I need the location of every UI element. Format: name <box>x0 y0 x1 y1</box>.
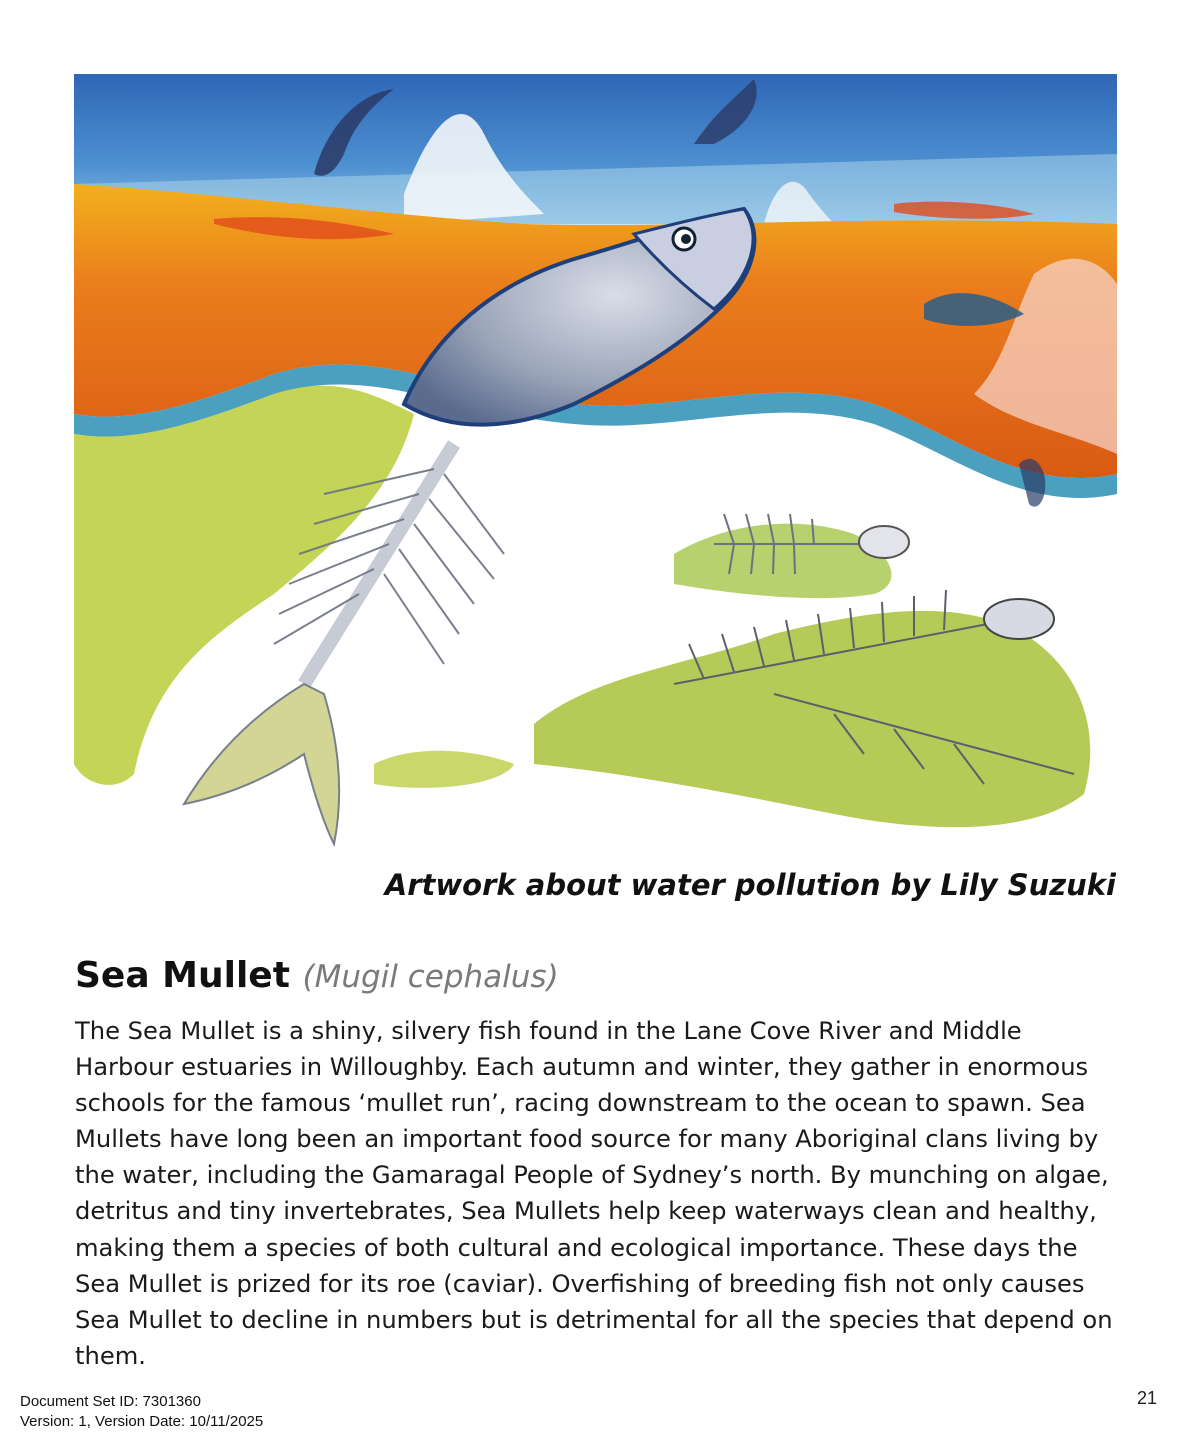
species-description: The Sea Mullet is a shiny, silvery fish found in the Lane Cove River and Middle Harbour estuaries in Willoughby. Each autumn and winter, they gather in enormous schools for the famous ‘mullet run’, racing downstream to the ocean to spawn. Sea Mullets have long been an important food source for many Aboriginal clans living by the water, including the Gamaragal People of Sydney’s north. By munching on algae, detritus and tiny invertebrates, Sea Mullets help keep waterways clean and healthy, making them a species of both cultural and ecological importance. These days the Sea Mullet is prized for its roe (caviar). Overfishing of breeding fish not only causes Sea Mullet to decline in numbers but is detrimental for all the species that depend on them. <box>75 1017 1113 1370</box>
artwork-illustration <box>74 74 1117 854</box>
species-common-name: Sea Mullet <box>75 955 290 996</box>
artwork-caption: Artwork about water pollution by Lily Suzuki <box>384 868 1116 902</box>
species-heading <box>75 952 559 1001</box>
document-set-id: Document Set ID: 7301360 <box>20 1393 201 1410</box>
page-number: 21 <box>1136 1388 1157 1408</box>
version-info: Version: 1, Version Date: 10/11/2025 <box>20 1413 264 1430</box>
species-scientific-name: (Mugil cephalus) <box>302 959 559 995</box>
